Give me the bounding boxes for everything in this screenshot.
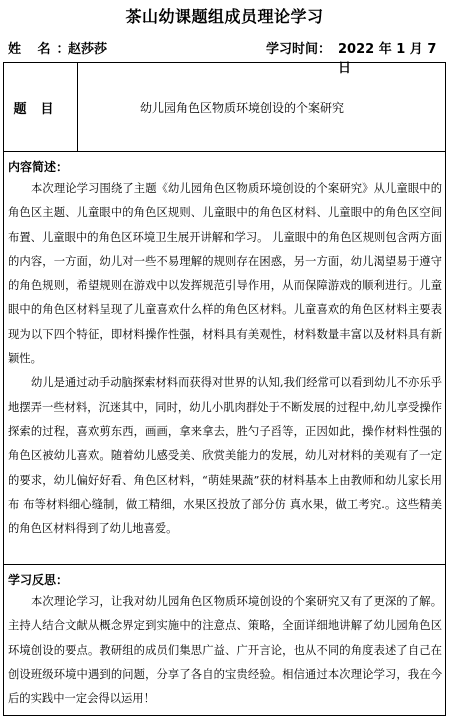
study-time-value: 2022 年 1 月 7 日: [338, 42, 437, 76]
summary-paragraph: 幼儿是通过动手动脑探索材料而获得对世界的认知,我们经常可以看到幼儿不亦乐乎地摆弄一些材料，沉迷其中，同时，幼儿小肌肉群处于不断发展的过程中,幼儿享受操作探索的过程，喜欢剪东西，画画，拿来拿去，胜勺子舀等，正因如此，操作材料性强的角色区被幼儿喜欢。随着幼儿感受美、欣赏美能力的发展，幼儿对材料的美观有了一定的要求，幼儿偏好好看、角色区材料，“萌娃果蔬”获的材料基本上由教师和幼儿家长用布 布等材料细心缝制，做工精细，水果区投放了部分仿 真水果，做工考究.。这些精美的角色区材料得到了幼儿地喜爱。: [8, 376, 442, 536]
summary-heading: 内容简述：: [8, 160, 69, 174]
topic-label: 题目: [4, 63, 78, 152]
summary-row: [4, 152, 446, 565]
name-value: 赵莎莎: [68, 42, 108, 57]
name-label: 姓 名：: [8, 42, 76, 57]
study-record-table: [3, 62, 446, 716]
document-title: 茶山幼课题组成员理论学习: [125, 7, 324, 26]
reflection-paragraph: 本次理论学习，让我对幼儿园角色区物质环境创设的个案研究又有了更深的了解。主持人结合文献从概念界定到实施中的注意点、策略，全面详细地讲解了幼儿园角色区环境创设的要点。教研组的成员们集思广益、广开言论，也从不同的角度表述了自己在创设班级环境中遇到的问题，分享了各自的宝贵经验。相信通过本次理论学习，我在今后的实践中一定会得以运用！: [8, 595, 442, 706]
topic-value: 幼儿园角色区物质环境创设的个案研究: [78, 63, 446, 152]
info-line: [8, 38, 441, 76]
topic-row: [4, 63, 446, 152]
reflection-heading: 学习反思：: [8, 573, 69, 587]
reflection-cell: [4, 565, 446, 716]
reflection-row: [4, 565, 446, 716]
summary-paragraph: 本次理论学习围绕了主题《幼儿园角色区物质环境创设的个案研究》从儿童眼中的角色区主题、儿童眼中的角色区规则、儿童眼中的角色区材料、儿童眼中的角色区空间布置、儿童眼中的角色区环境卫生展开讲解和学习。 儿童眼中的角色区规则包含两方面的内容，一方面，幼儿对一些不易理解的规则存在困惑，另一方面，幼儿渴望易于遵守的角色规则，希望规则在游戏中以发挥规范引导作用，从而保障游戏的顺利进行。儿童眼中的角色区材料呈现了儿童喜欢什么样的角色区材料。儿童喜欢的角色区材料主要表现为以下四个特征，即材料操作性强，材料具有美观性，材料数量丰富以及材料具有新颖性。: [8, 182, 442, 366]
study-time-label: 学习时间：: [266, 42, 332, 57]
summary-cell: [4, 152, 446, 565]
